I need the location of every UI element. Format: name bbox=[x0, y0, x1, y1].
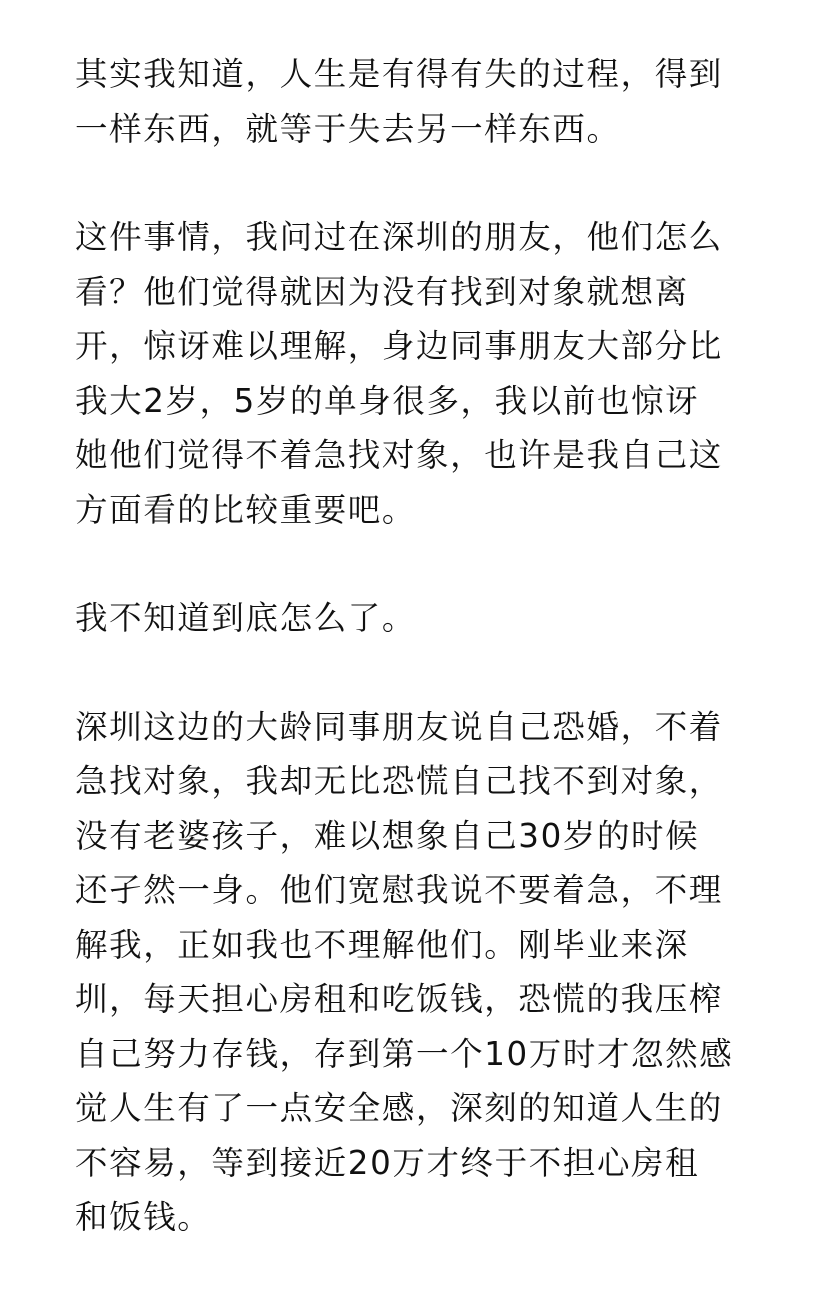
text-line: 其实我知道，人生是有得有失的过程，得到 bbox=[75, 55, 723, 93]
text-line: 和饭钱。 bbox=[75, 1198, 212, 1236]
text-line: 解我，正如我也不理解他们。刚毕业来深 bbox=[75, 925, 689, 964]
text-line: 这件事情，我问过在深圳的朋友，他们怎么 bbox=[75, 218, 723, 256]
text-line: 急找对象，我却无比恐慌自己找不到对象， bbox=[75, 762, 723, 800]
text-line: 还孑然一身。他们宽慰我说不要着急，不理 bbox=[75, 871, 723, 909]
text-line: 不容易，等到接近20万才终于不担心房租 bbox=[75, 1143, 700, 1182]
paragraph-2 bbox=[75, 210, 765, 537]
article-body bbox=[75, 47, 765, 1299]
text-line: 觉人生有了一点安全感，深刻的知道人生的 bbox=[75, 1089, 723, 1127]
text-line: 她他们觉得不着急找对象，也许是我自己这 bbox=[75, 436, 723, 474]
text-line: 没有老婆孩子，难以想象自己30岁的时候 bbox=[75, 816, 700, 855]
text-line: 自己努力存钱，存到第一个10万时才忽然感 bbox=[75, 1034, 734, 1073]
text-line: 方面看的比较重要吧。 bbox=[75, 490, 417, 529]
paragraph-1 bbox=[75, 47, 765, 156]
text-line: 圳，每天担心房租和吃饭钱，恐慌的我压榨 bbox=[75, 980, 723, 1018]
paragraph-3 bbox=[75, 591, 765, 646]
text-line: 我不知道到底怎么了。 bbox=[75, 599, 417, 637]
text-line: 看？他们觉得就因为没有找到对象就想离 bbox=[75, 272, 689, 311]
text-line: 深圳这边的大龄同事朋友说自己恐婚，不着 bbox=[75, 707, 723, 746]
text-line: 开，惊讶难以理解，身边同事朋友大部分比 bbox=[75, 327, 723, 365]
text-line: 我大2岁，5岁的单身很多，我以前也惊讶 bbox=[75, 381, 700, 420]
paragraph-4 bbox=[75, 700, 765, 1245]
text-line: 一样东西，就等于失去另一样东西。 bbox=[75, 109, 621, 148]
